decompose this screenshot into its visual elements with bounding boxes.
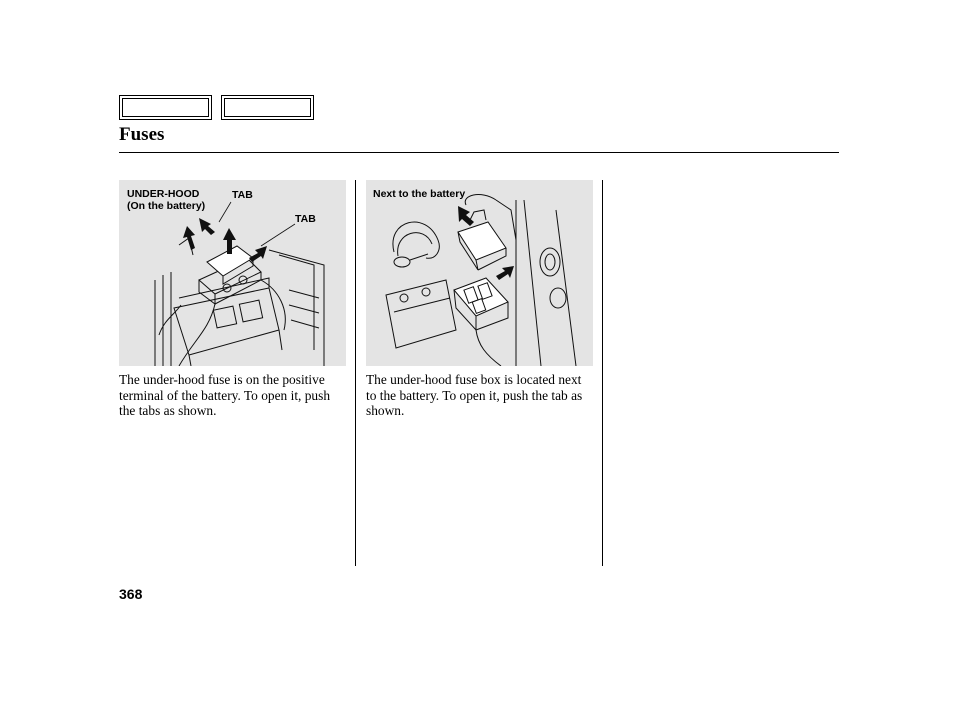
nav-tab-1[interactable] — [119, 95, 212, 120]
figure-label-next-to-battery: Next to the battery — [373, 188, 466, 200]
page-title: Fuses — [119, 124, 165, 145]
column-divider-2 — [602, 180, 603, 566]
column-divider-1 — [355, 180, 356, 566]
figure-label-under-hood: UNDER-HOOD — [127, 188, 200, 200]
fuse-box-line-drawing — [366, 180, 593, 366]
figure-callout-tab-2: TAB — [295, 213, 316, 225]
figure-label-on-battery: (On the battery) — [127, 200, 206, 212]
nav-tab-2[interactable] — [221, 95, 314, 120]
page-number: 368 — [119, 586, 143, 602]
caption-under-hood-fuse: The under-hood fuse is on the positive terminal of the battery. To open it, push the tabs as shown. — [119, 372, 331, 418]
battery-fuse-illustration — [119, 180, 346, 366]
fuse-box-illustration — [366, 180, 593, 366]
caption-under-hood-fuse-box: The under-hood fuse box is located next to the battery. To open it, push the tab as shown. — [366, 372, 583, 418]
title-divider — [119, 152, 839, 153]
figure-callout-tab-1: TAB — [232, 189, 253, 201]
